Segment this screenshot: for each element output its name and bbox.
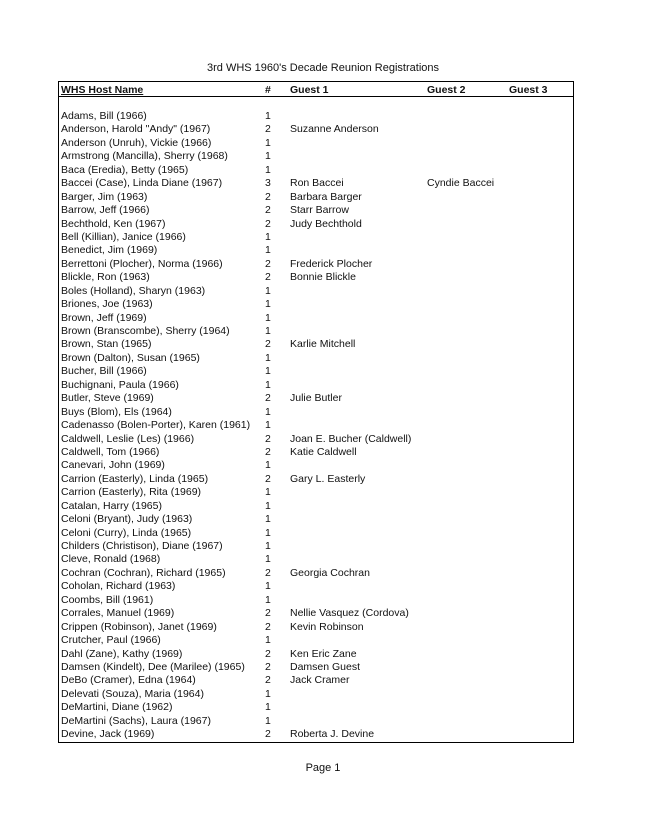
guest-count-cell: 2 — [265, 445, 271, 458]
guest1-cell: Jack Cramer — [290, 674, 350, 687]
guest-count-cell: 1 — [265, 553, 271, 566]
table-row — [59, 244, 573, 257]
host-name-cell: Delevati (Souza), Maria (1964) — [61, 687, 204, 700]
guest-count-cell: 2 — [265, 607, 271, 620]
host-name-cell: Benedict, Jim (1969) — [61, 244, 158, 257]
guest-count-cell: 1 — [265, 714, 271, 727]
guest-count-cell: 1 — [265, 513, 271, 526]
guest-count-cell: 2 — [265, 123, 271, 136]
guest-count-cell: 1 — [265, 230, 271, 243]
table-row — [59, 392, 573, 405]
table-row — [59, 553, 573, 566]
host-name-cell: Bucher, Bill (1966) — [61, 365, 147, 378]
table-row — [59, 500, 573, 513]
host-name-cell: Caldwell, Tom (1966) — [61, 445, 160, 458]
guest-count-cell: 1 — [265, 499, 271, 512]
table-row — [59, 258, 573, 271]
header-guest3: Guest 3 — [509, 84, 548, 96]
table-row — [59, 312, 573, 325]
host-name-cell: Brown (Dalton), Susan (1965) — [61, 351, 200, 364]
table-row — [59, 459, 573, 472]
host-name-cell: Coombs, Bill (1961) — [61, 593, 154, 606]
host-name-cell: Brown, Stan (1965) — [61, 338, 152, 351]
guest-count-cell: 1 — [265, 419, 271, 432]
host-name-cell: Boles (Holland), Sharyn (1963) — [61, 284, 206, 297]
guest-count-cell: 1 — [265, 459, 271, 472]
guest-count-cell: 2 — [265, 566, 271, 579]
guest1-cell: Joan E. Bucher (Caldwell) — [290, 432, 412, 445]
guest-count-cell: 1 — [265, 634, 271, 647]
guest-count-cell: 1 — [265, 378, 271, 391]
table-row — [59, 661, 573, 674]
guest-count-cell: 1 — [265, 486, 271, 499]
table-row — [59, 231, 573, 244]
table-row — [59, 433, 573, 446]
host-name-cell: Baca (Eredia), Betty (1965) — [61, 163, 189, 176]
host-name-cell: Briones, Joe (1963) — [61, 298, 153, 311]
guest-count-cell: 3 — [265, 177, 271, 190]
guest1-cell: Bonnie Blickle — [290, 271, 356, 284]
host-name-cell: Anderson, Harold "Andy" (1967) — [61, 123, 211, 136]
guest-count-cell: 1 — [265, 244, 271, 257]
host-name-cell: Celoni (Curry), Linda (1965) — [61, 526, 192, 539]
host-name-cell: DeMartini (Sachs), Laura (1967) — [61, 714, 211, 727]
host-name-cell: Corrales, Manuel (1969) — [61, 607, 175, 620]
table-row — [59, 338, 573, 351]
host-name-cell: Carrion (Easterly), Rita (1969) — [61, 486, 202, 499]
guest-count-cell: 2 — [265, 432, 271, 445]
host-name-cell: Barger, Jim (1963) — [61, 190, 148, 203]
guest-count-cell: 2 — [265, 190, 271, 203]
guest1-cell: Ken Eric Zane — [290, 647, 357, 660]
header-host-name: WHS Host Name — [61, 84, 144, 96]
table-row — [59, 123, 573, 136]
guest1-cell: Frederick Plocher — [290, 257, 373, 270]
guest-count-cell: 1 — [265, 110, 271, 122]
table-row — [59, 701, 573, 714]
table-row — [59, 634, 573, 647]
header-count: # — [265, 84, 271, 96]
table-row — [59, 688, 573, 701]
host-name-cell: Caldwell, Leslie (Les) (1966) — [61, 432, 195, 445]
host-name-cell: Catalan, Harry (1965) — [61, 499, 162, 512]
host-name-cell: Crippen (Robinson), Janet (1969) — [61, 620, 217, 633]
table-row — [59, 271, 573, 284]
table-row — [59, 352, 573, 365]
host-name-cell: Adams, Bill (1966) — [61, 110, 147, 122]
table-row — [59, 325, 573, 338]
host-name-cell: Coholan, Richard (1963) — [61, 580, 176, 593]
table-row — [59, 419, 573, 432]
host-name-cell: Buys (Blom), Els (1964) — [61, 405, 172, 418]
guest-count-cell: 1 — [265, 351, 271, 364]
guest1-cell: Starr Barrow — [290, 204, 349, 217]
host-name-cell: Blickle, Ron (1963) — [61, 271, 150, 284]
guest-count-cell: 1 — [265, 163, 271, 176]
host-name-cell: Dahl (Zane), Kathy (1969) — [61, 647, 183, 660]
host-name-cell: Carrion (Easterly), Linda (1965) — [61, 472, 209, 485]
guest-count-cell: 2 — [265, 338, 271, 351]
guest-count-cell: 2 — [265, 647, 271, 660]
table-row — [59, 607, 573, 620]
host-name-cell: Barrow, Jeff (1966) — [61, 204, 150, 217]
table-row — [59, 594, 573, 607]
host-name-cell: Canevari, John (1969) — [61, 459, 165, 472]
host-name-cell: Childers (Christison), Diane (1967) — [61, 540, 223, 552]
table-row — [59, 473, 573, 486]
guest-count-cell: 1 — [265, 540, 271, 552]
host-name-cell: Bechthold, Ken (1967) — [61, 217, 166, 230]
guest-count-cell: 1 — [265, 298, 271, 311]
page-number: Page 1 — [305, 762, 341, 774]
guest1-cell: Katie Caldwell — [290, 445, 357, 458]
host-name-cell: Armstrong (Mancilla), Sherry (1968) — [61, 150, 228, 163]
table-row — [59, 218, 573, 231]
guest-count-cell: 1 — [265, 701, 271, 714]
guest1-cell: Karlie Mitchell — [290, 338, 356, 351]
header-guest2: Guest 2 — [427, 84, 466, 96]
table-body — [59, 110, 573, 742]
table-row — [59, 379, 573, 392]
host-name-cell: Baccei (Case), Linda Diane (1967) — [61, 177, 223, 190]
table-row — [59, 110, 573, 123]
guest-count-cell: 2 — [265, 392, 271, 405]
guest-count-cell: 1 — [265, 150, 271, 163]
guest1-cell: Gary L. Easterly — [290, 472, 366, 485]
table-row — [59, 486, 573, 499]
table-row — [59, 567, 573, 580]
table-row — [59, 164, 573, 177]
host-name-cell: Celoni (Bryant), Judy (1963) — [61, 513, 193, 526]
guest1-cell: Roberta J. Devine — [290, 728, 375, 741]
table-row — [59, 513, 573, 526]
guest-count-cell: 1 — [265, 580, 271, 593]
host-name-cell: Cadenasso (Bolen-Porter), Karen (1961) — [61, 419, 251, 432]
host-name-cell: DeBo (Cramer), Edna (1964) — [61, 674, 196, 687]
table-row — [59, 406, 573, 419]
guest-count-cell: 2 — [265, 472, 271, 485]
table-row — [59, 648, 573, 661]
host-name-cell: Devine, Jack (1969) — [61, 728, 155, 741]
guest1-cell: Barbara Barger — [290, 190, 362, 203]
guest-count-cell: 1 — [265, 136, 271, 149]
guest1-cell: Julie Butler — [290, 392, 342, 405]
table-row — [59, 527, 573, 540]
host-name-cell: Cochran (Cochran), Richard (1965) — [61, 566, 226, 579]
guest2-cell: Cyndie Baccei — [427, 177, 495, 190]
guest-count-cell: 1 — [265, 526, 271, 539]
guest-count-cell: 2 — [265, 217, 271, 230]
table-row — [59, 285, 573, 298]
guest-count-cell: 2 — [265, 674, 271, 687]
guest-count-cell: 1 — [265, 365, 271, 378]
guest1-cell: Nellie Vasquez (Cordova) — [290, 607, 409, 620]
guest1-cell: Ron Baccei — [290, 177, 344, 190]
guest1-cell: Damsen Guest — [290, 660, 361, 673]
guest-count-cell: 1 — [265, 311, 271, 324]
guest-count-cell: 2 — [265, 204, 271, 217]
host-name-cell: Buchignani, Paula (1966) — [61, 378, 179, 391]
host-name-cell: Berrettoni (Plocher), Norma (1966) — [61, 257, 223, 270]
host-name-cell: Bell (Killian), Janice (1966) — [61, 230, 186, 243]
table-row — [59, 365, 573, 378]
guest-count-cell: 2 — [265, 660, 271, 673]
table-row — [59, 674, 573, 687]
guest-count-cell: 1 — [265, 687, 271, 700]
guest-count-cell: 2 — [265, 257, 271, 270]
table-header — [59, 82, 573, 97]
guest1-cell: Suzanne Anderson — [290, 123, 379, 136]
host-name-cell: Anderson (Unruh), Vickie (1966) — [61, 136, 212, 149]
table-row — [59, 728, 573, 741]
guest-count-cell: 1 — [265, 593, 271, 606]
registration-table — [58, 81, 574, 743]
guest-count-cell: 2 — [265, 728, 271, 741]
host-name-cell: Brown (Branscombe), Sherry (1964) — [61, 325, 230, 337]
host-name-cell: Damsen (Kindelt), Dee (Marilee) (1965) — [61, 660, 245, 673]
table-row — [59, 446, 573, 459]
guest1-cell: Judy Bechthold — [290, 217, 362, 230]
host-name-cell: Butler, Steve (1969) — [61, 392, 154, 405]
host-name-cell: Brown, Jeff (1969) — [61, 311, 147, 324]
guest-count-cell: 1 — [265, 284, 271, 297]
guest1-cell: Kevin Robinson — [290, 620, 364, 633]
host-name-cell: DeMartini, Diane (1962) — [61, 701, 173, 714]
guest-count-cell: 2 — [265, 620, 271, 633]
guest1-cell: Georgia Cochran — [290, 566, 370, 579]
table-row — [59, 204, 573, 217]
table-row — [59, 580, 573, 593]
table-row — [59, 177, 573, 190]
header-guest1: Guest 1 — [290, 84, 329, 96]
guest-count-cell: 2 — [265, 271, 271, 284]
table-row — [59, 150, 573, 163]
host-name-cell: Cleve, Ronald (1968) — [61, 553, 161, 566]
table-row — [59, 621, 573, 634]
table-row — [59, 540, 573, 553]
host-name-cell: Crutcher, Paul (1966) — [61, 634, 161, 647]
table-row — [59, 298, 573, 311]
page-title: 3rd WHS 1960's Decade Reunion Registrations — [207, 62, 439, 74]
table-row — [59, 715, 573, 728]
table-row — [59, 137, 573, 150]
table-row — [59, 191, 573, 204]
guest-count-cell: 1 — [265, 325, 271, 337]
guest-count-cell: 1 — [265, 405, 271, 418]
